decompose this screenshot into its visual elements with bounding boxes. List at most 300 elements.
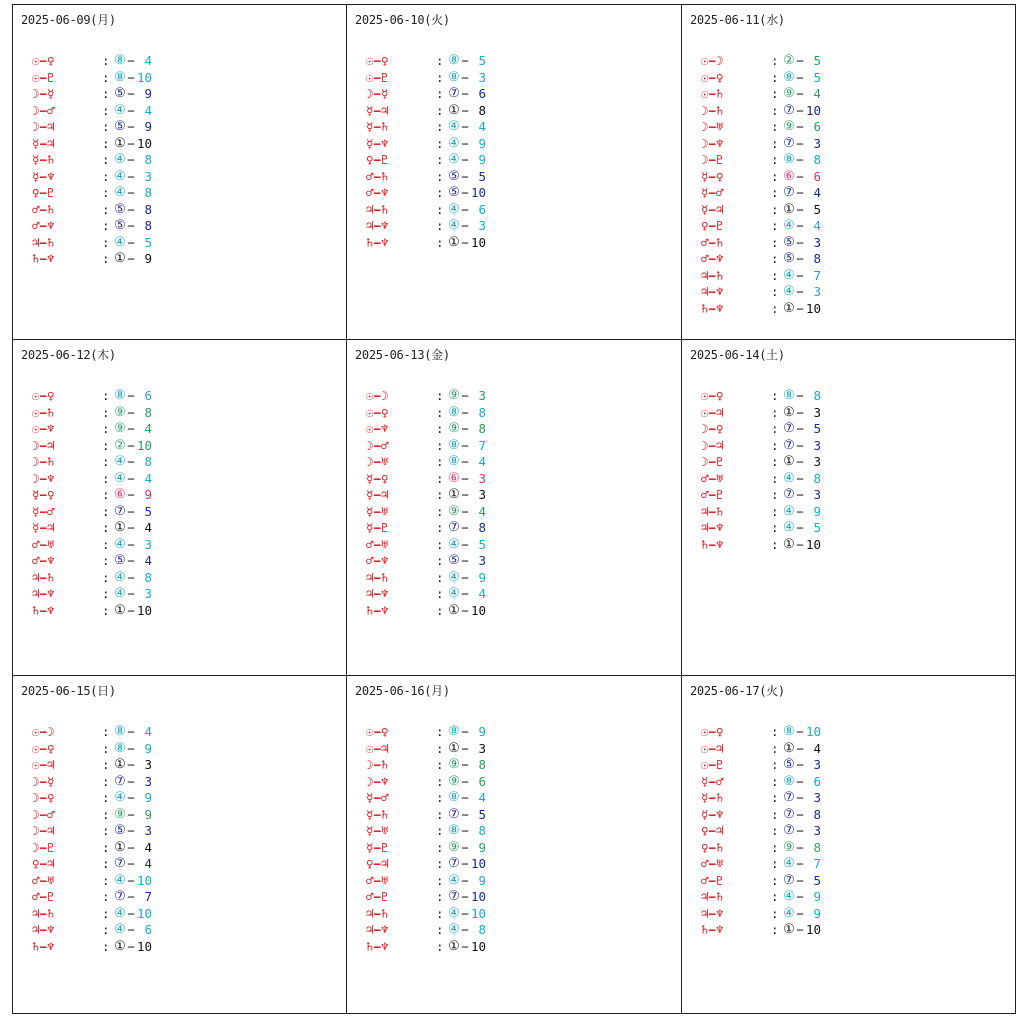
- planet-pair: ♃−♄: [32, 905, 55, 921]
- aspect-value: 10: [136, 602, 152, 618]
- planet-pair: ♄−♆: [701, 536, 724, 552]
- aspect-row: [366, 873, 486, 890]
- separator-dash: −: [796, 234, 804, 250]
- aspect-list: [366, 53, 486, 251]
- aspect-number: ④: [114, 234, 126, 250]
- separator-dash: −: [127, 454, 135, 469]
- planet-pair: ☽−♆: [32, 470, 55, 486]
- separator-dash: −: [461, 53, 469, 68]
- planet-pair: ☿−♂: [366, 790, 389, 805]
- aspect-number: ⑧: [783, 69, 795, 85]
- separator-colon: :: [436, 740, 444, 756]
- planet-pair: ♄−♆: [701, 922, 724, 937]
- separator-dash: −: [796, 839, 804, 855]
- planet-pair: ☉−♆: [32, 421, 55, 436]
- separator-dash: −: [127, 790, 135, 805]
- separator-colon: :: [771, 454, 779, 469]
- aspect-row: [32, 537, 152, 554]
- planet-pair: ♃−♆: [701, 905, 724, 921]
- aspect-value: 9: [813, 503, 821, 519]
- planet-pair: ☽−♅: [701, 119, 724, 134]
- separator-dash: −: [127, 536, 135, 552]
- separator-colon: :: [436, 437, 444, 453]
- separator-colon: :: [102, 922, 110, 937]
- separator-dash: −: [127, 922, 135, 937]
- aspect-value: 5: [813, 69, 821, 85]
- aspect-value: 4: [813, 218, 821, 233]
- aspect-value: 5: [813, 520, 821, 535]
- separator-dash: −: [127, 470, 135, 486]
- aspect-value: 3: [478, 388, 486, 403]
- separator-dash: −: [796, 806, 804, 822]
- planet-pair: ♀−♃: [366, 856, 389, 871]
- separator-dash: −: [127, 251, 135, 266]
- aspect-value: 3: [813, 454, 821, 469]
- planet-pair: ☿−♆: [32, 168, 55, 184]
- aspect-value: 4: [144, 470, 152, 486]
- aspect-row: [32, 807, 152, 824]
- aspect-row: [366, 741, 486, 758]
- aspect-value: 9: [478, 872, 486, 888]
- day-date: 2025-06-11(水): [690, 13, 785, 27]
- aspect-number: ⑨: [783, 119, 795, 134]
- aspect-value: 9: [144, 119, 152, 134]
- separator-colon: :: [102, 470, 110, 486]
- aspect-number: ④: [783, 889, 795, 904]
- aspect-row: [366, 537, 486, 554]
- planet-pair: ☽−☿: [366, 86, 389, 101]
- aspect-number: ①: [448, 234, 460, 250]
- planet-pair: ☉−♀: [701, 69, 724, 85]
- separator-dash: −: [796, 773, 804, 789]
- separator-dash: −: [461, 536, 469, 552]
- planet-pair: ☿−♆: [701, 806, 724, 822]
- separator-dash: −: [127, 856, 135, 871]
- aspect-value: 4: [478, 503, 486, 519]
- aspect-row: [32, 603, 152, 620]
- planet-pair: ☿−♇: [366, 520, 389, 535]
- aspect-value: 9: [478, 135, 486, 151]
- aspect-number: ⑦: [783, 437, 795, 453]
- separator-colon: :: [436, 806, 444, 822]
- separator-colon: :: [771, 856, 779, 871]
- aspect-number: ④: [114, 872, 126, 888]
- aspect-number: ⑨: [448, 757, 460, 772]
- aspect-row: [32, 388, 152, 405]
- planet-pair: ♂−♆: [32, 553, 55, 568]
- separator-dash: −: [461, 135, 469, 151]
- aspect-value: 10: [470, 938, 486, 954]
- separator-colon: :: [771, 740, 779, 756]
- aspect-row: [366, 202, 486, 219]
- calendar-grid: [12, 4, 1016, 1014]
- aspect-row: [32, 202, 152, 219]
- aspect-row: [701, 856, 821, 873]
- aspect-number: ④: [114, 790, 126, 805]
- aspect-row: [32, 757, 152, 774]
- aspect-value: 3: [144, 823, 152, 838]
- planet-pair: ♂−♅: [32, 536, 55, 552]
- separator-colon: :: [436, 938, 444, 954]
- aspect-value: 5: [144, 503, 152, 519]
- aspect-row: [366, 520, 486, 537]
- separator-dash: −: [796, 922, 804, 937]
- aspect-row: [366, 724, 486, 741]
- separator-colon: :: [771, 102, 779, 118]
- planet-pair: ☿−♅: [366, 503, 389, 519]
- aspect-value: 10: [136, 872, 152, 888]
- aspect-row: [701, 103, 821, 120]
- planet-pair: ☽−♆: [366, 773, 389, 789]
- separator-dash: −: [461, 872, 469, 888]
- aspect-value: 10: [470, 889, 486, 904]
- aspect-value: 3: [478, 487, 486, 502]
- aspect-number: ④: [448, 119, 460, 134]
- planet-pair: ☽−♄: [32, 454, 55, 469]
- planet-pair: ♄−♆: [32, 251, 55, 266]
- separator-colon: :: [771, 69, 779, 85]
- aspect-row: [701, 741, 821, 758]
- separator-colon: :: [102, 185, 110, 200]
- aspect-row: [366, 757, 486, 774]
- aspect-row: [366, 86, 486, 103]
- separator-colon: :: [436, 757, 444, 772]
- planet-pair: ☿−♃: [32, 520, 55, 535]
- planet-pair: ♂−♅: [32, 872, 55, 888]
- aspect-row: [701, 202, 821, 219]
- aspect-value: 9: [144, 86, 152, 101]
- aspect-row: [366, 152, 486, 169]
- separator-dash: −: [796, 119, 804, 134]
- aspect-value: 9: [478, 839, 486, 855]
- separator-colon: :: [436, 889, 444, 904]
- separator-colon: :: [102, 905, 110, 921]
- planet-pair: ☿−♄: [366, 806, 389, 822]
- planet-pair: ☽−♇: [701, 152, 724, 167]
- aspect-number: ②: [114, 437, 126, 453]
- aspect-number: ⑤: [783, 234, 795, 250]
- day-cell: [682, 676, 1015, 1013]
- separator-colon: :: [771, 790, 779, 805]
- aspect-value: 3: [813, 234, 821, 250]
- aspect-number: ④: [448, 135, 460, 151]
- aspect-value: 9: [478, 724, 486, 739]
- aspect-value: 9: [144, 487, 152, 502]
- separator-dash: −: [461, 487, 469, 502]
- separator-colon: :: [436, 520, 444, 535]
- day-cell: [13, 676, 347, 1013]
- aspect-number: ④: [783, 905, 795, 921]
- aspect-row: [366, 922, 486, 939]
- aspect-number: ①: [448, 602, 460, 618]
- separator-colon: :: [102, 487, 110, 502]
- planet-pair: ♀−♃: [32, 856, 55, 871]
- planet-pair: ♃−♄: [366, 201, 389, 217]
- separator-dash: −: [796, 740, 804, 756]
- planet-pair: ☉−♀: [32, 388, 55, 403]
- aspect-number: ⑧: [448, 823, 460, 838]
- separator-colon: :: [436, 839, 444, 855]
- separator-dash: −: [127, 757, 135, 772]
- planet-pair: ☽−☿: [32, 773, 55, 789]
- separator-dash: −: [127, 53, 135, 68]
- separator-colon: :: [771, 470, 779, 486]
- separator-colon: :: [436, 503, 444, 519]
- planet-pair: ☽−♇: [32, 839, 55, 855]
- separator-dash: −: [796, 724, 804, 739]
- planet-pair: ♄−♆: [366, 602, 389, 618]
- separator-colon: :: [771, 806, 779, 822]
- separator-colon: :: [436, 470, 444, 486]
- separator-dash: −: [127, 503, 135, 519]
- aspect-value: 3: [478, 553, 486, 568]
- separator-colon: :: [102, 773, 110, 789]
- aspect-number: ①: [783, 922, 795, 937]
- separator-dash: −: [461, 69, 469, 85]
- separator-colon: :: [771, 404, 779, 420]
- aspect-row: [701, 520, 821, 537]
- separator-dash: −: [127, 201, 135, 217]
- separator-dash: −: [461, 569, 469, 585]
- aspect-row: [701, 757, 821, 774]
- separator-colon: :: [102, 218, 110, 233]
- separator-colon: :: [436, 185, 444, 200]
- day-cell: [682, 5, 1015, 340]
- separator-colon: :: [436, 102, 444, 118]
- aspect-row: [32, 774, 152, 791]
- aspect-row: [32, 86, 152, 103]
- aspect-row: [32, 840, 152, 857]
- separator-dash: −: [127, 388, 135, 403]
- aspect-row: [366, 889, 486, 906]
- planet-pair: ♄−♆: [366, 234, 389, 250]
- planet-pair: ♃−♄: [32, 234, 55, 250]
- separator-dash: −: [461, 152, 469, 167]
- separator-colon: :: [771, 135, 779, 151]
- aspect-number: ⑨: [448, 773, 460, 789]
- separator-dash: −: [796, 284, 804, 299]
- aspect-value: 8: [813, 251, 821, 266]
- planet-pair: ☉−☽: [701, 53, 724, 68]
- separator-dash: −: [461, 234, 469, 250]
- separator-colon: :: [102, 388, 110, 403]
- planet-pair: ♂−♇: [32, 889, 55, 904]
- aspect-row: [366, 939, 486, 956]
- aspect-row: [701, 185, 821, 202]
- separator-colon: :: [436, 201, 444, 217]
- aspect-value: 8: [813, 388, 821, 403]
- aspect-row: [701, 471, 821, 488]
- aspect-value: 3: [813, 823, 821, 838]
- separator-colon: :: [102, 872, 110, 888]
- separator-dash: −: [796, 503, 804, 519]
- aspect-value: 4: [144, 102, 152, 118]
- aspect-number: ⑨: [448, 503, 460, 519]
- separator-dash: −: [127, 806, 135, 822]
- aspect-number: ④: [783, 267, 795, 283]
- aspect-value: 8: [478, 520, 486, 535]
- aspect-row: [701, 405, 821, 422]
- separator-colon: :: [436, 86, 444, 101]
- separator-dash: −: [461, 218, 469, 233]
- aspect-number: ④: [448, 905, 460, 921]
- aspect-value: 10: [470, 905, 486, 921]
- aspect-value: 9: [813, 889, 821, 904]
- aspect-row: [32, 790, 152, 807]
- separator-dash: −: [461, 119, 469, 134]
- planet-pair: ☿−♄: [366, 119, 389, 134]
- planet-pair: ♂−♇: [366, 889, 389, 904]
- separator-dash: −: [461, 724, 469, 739]
- aspect-number: ⑧: [448, 404, 460, 420]
- planet-pair: ♀−♃: [701, 823, 724, 838]
- planet-pair: ♂−♅: [701, 856, 724, 871]
- aspect-value: 4: [813, 185, 821, 200]
- planet-pair: ☿−♀: [701, 168, 724, 184]
- aspect-row: [366, 471, 486, 488]
- planet-pair: ☉−♄: [32, 404, 55, 420]
- separator-colon: :: [771, 388, 779, 403]
- aspect-row: [366, 774, 486, 791]
- separator-dash: −: [127, 724, 135, 739]
- aspect-number: ⑦: [114, 773, 126, 789]
- separator-dash: −: [461, 773, 469, 789]
- aspect-row: [701, 152, 821, 169]
- separator-dash: −: [461, 503, 469, 519]
- aspect-number: ⑦: [114, 889, 126, 904]
- planet-pair: ♂−♆: [366, 553, 389, 568]
- separator-dash: −: [796, 135, 804, 151]
- aspect-row: [32, 218, 152, 235]
- separator-colon: :: [771, 300, 779, 316]
- planet-pair: ☉−♇: [701, 757, 724, 772]
- separator-dash: −: [127, 889, 135, 904]
- separator-colon: :: [436, 553, 444, 568]
- aspect-row: [701, 421, 821, 438]
- aspect-number: ④: [114, 569, 126, 585]
- separator-dash: −: [461, 437, 469, 453]
- separator-dash: −: [796, 536, 804, 552]
- planet-pair: ☽−♇: [701, 454, 724, 469]
- planet-pair: ☽−♄: [701, 102, 724, 118]
- aspect-row: [701, 119, 821, 136]
- aspect-value: 5: [478, 536, 486, 552]
- planet-pair: ☽−♅: [366, 454, 389, 469]
- aspect-row: [701, 504, 821, 521]
- planet-pair: ☉−♆: [366, 421, 389, 436]
- separator-colon: :: [436, 69, 444, 85]
- separator-colon: :: [436, 872, 444, 888]
- separator-colon: :: [436, 724, 444, 739]
- aspect-row: [32, 185, 152, 202]
- aspect-value: 8: [813, 152, 821, 167]
- separator-dash: −: [127, 553, 135, 568]
- separator-dash: −: [461, 856, 469, 871]
- separator-colon: :: [771, 437, 779, 453]
- separator-dash: −: [796, 168, 804, 184]
- planet-pair: ☽−♃: [32, 437, 55, 453]
- separator-dash: −: [127, 520, 135, 535]
- separator-colon: :: [771, 218, 779, 233]
- aspect-value: 10: [136, 437, 152, 453]
- aspect-value: 8: [813, 806, 821, 822]
- separator-dash: −: [796, 889, 804, 904]
- aspect-number: ②: [783, 53, 795, 68]
- separator-dash: −: [796, 823, 804, 838]
- aspect-list: [701, 53, 821, 317]
- separator-colon: :: [102, 437, 110, 453]
- aspect-number: ④: [114, 470, 126, 486]
- aspect-row: [32, 906, 152, 923]
- aspect-number: ⑤: [783, 757, 795, 772]
- aspect-number: ⑧: [448, 69, 460, 85]
- separator-dash: −: [127, 234, 135, 250]
- aspect-value: 7: [813, 267, 821, 283]
- separator-dash: −: [461, 823, 469, 838]
- aspect-row: [366, 906, 486, 923]
- aspect-value: 3: [478, 218, 486, 233]
- aspect-number: ④: [114, 586, 126, 601]
- planet-pair: ☉−♀: [366, 53, 389, 68]
- separator-colon: :: [436, 856, 444, 871]
- separator-colon: :: [436, 922, 444, 937]
- separator-colon: :: [102, 757, 110, 772]
- separator-colon: :: [771, 185, 779, 200]
- aspect-number: ⑦: [114, 856, 126, 871]
- aspect-value: 8: [144, 185, 152, 200]
- aspect-number: ④: [448, 536, 460, 552]
- aspect-number: ④: [114, 168, 126, 184]
- aspect-number: ⑥: [783, 168, 795, 184]
- aspect-row: [32, 136, 152, 153]
- planet-pair: ☿−♂: [32, 503, 55, 519]
- aspect-number: ⑦: [783, 102, 795, 118]
- aspect-number: ⑧: [448, 53, 460, 68]
- planet-pair: ☿−♂: [701, 773, 724, 789]
- aspect-value: 4: [813, 86, 821, 101]
- separator-dash: −: [461, 404, 469, 420]
- aspect-number: ⑤: [114, 119, 126, 134]
- aspect-value: 7: [144, 889, 152, 904]
- aspect-row: [32, 119, 152, 136]
- aspect-row: [366, 70, 486, 87]
- separator-dash: −: [796, 53, 804, 68]
- separator-dash: −: [796, 421, 804, 436]
- planet-pair: ☉−♀: [32, 740, 55, 756]
- aspect-number: ①: [448, 102, 460, 118]
- planet-pair: ♂−♇: [701, 487, 724, 502]
- separator-colon: :: [102, 856, 110, 871]
- aspect-row: [366, 807, 486, 824]
- planet-pair: ♃−♄: [366, 569, 389, 585]
- aspect-number: ①: [783, 454, 795, 469]
- separator-colon: :: [102, 102, 110, 118]
- aspect-value: 3: [813, 284, 821, 299]
- separator-colon: :: [771, 267, 779, 283]
- separator-colon: :: [436, 823, 444, 838]
- aspect-value: 9: [478, 152, 486, 167]
- aspect-value: 9: [144, 740, 152, 756]
- day-date: 2025-06-14(土): [690, 348, 785, 362]
- aspect-number: ⑨: [114, 806, 126, 822]
- aspect-row: [366, 504, 486, 521]
- aspect-number: ⑧: [783, 773, 795, 789]
- separator-colon: :: [771, 53, 779, 68]
- separator-dash: −: [796, 905, 804, 921]
- separator-colon: :: [771, 922, 779, 937]
- aspect-row: [32, 454, 152, 471]
- aspect-value: 4: [813, 740, 821, 756]
